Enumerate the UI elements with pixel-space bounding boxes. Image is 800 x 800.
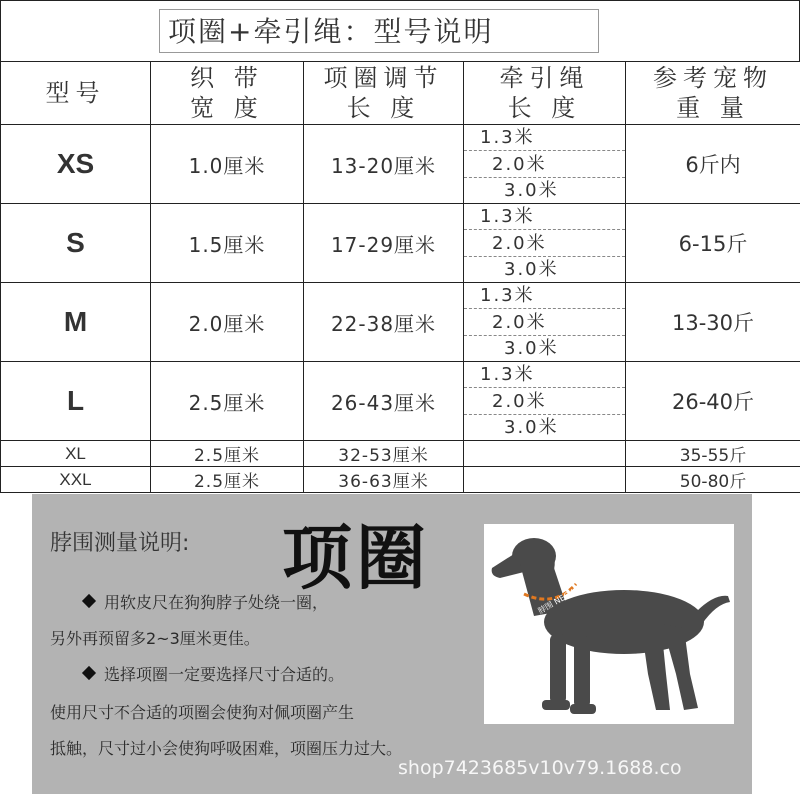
- size-cell: XL: [1, 441, 151, 467]
- header-collar-length: [304, 62, 464, 125]
- leash-length-cell: [464, 283, 626, 362]
- neck-label: 脖围 NECK: [536, 587, 577, 616]
- table-row: [1, 204, 800, 283]
- leash-option: 3.0米: [504, 338, 559, 359]
- leash-option: 2.0米: [464, 152, 625, 178]
- table-row: [1, 362, 800, 441]
- leash-option: 1.3米: [464, 362, 625, 388]
- collar-length-cell: 32-53厘米: [304, 441, 464, 467]
- table-row: [1, 441, 800, 467]
- size-cell: L: [1, 362, 151, 441]
- header-text: 参考宠物: [653, 64, 773, 92]
- instruction-line: 抵触，尺寸过小会使狗呼吸困难，项圈压力过大。: [50, 739, 403, 758]
- header-model: [1, 62, 151, 125]
- size-cell: XS: [1, 125, 151, 204]
- measurement-panel: [32, 494, 752, 794]
- collar-length-cell: 17-29厘米: [304, 204, 464, 283]
- header-pet-weight: [626, 62, 800, 125]
- leash-length-cell: [464, 467, 626, 493]
- header-text: 长 度: [346, 94, 421, 122]
- pet-weight-cell: 26-40斤: [626, 362, 800, 441]
- table-header-row: [1, 62, 800, 125]
- leash-option: 2.0米: [464, 231, 625, 257]
- pet-weight-cell: 50-80斤: [626, 467, 800, 493]
- page-title: 项圈+牵引绳：型号说明: [159, 9, 599, 53]
- leash-option: 3.0米: [504, 259, 559, 280]
- leash-length-cell: [464, 204, 626, 283]
- header-strap-width: [151, 62, 304, 125]
- leash-option: 2.0米: [464, 310, 625, 336]
- collar-big-title: 项圈: [282, 517, 430, 599]
- dog-silhouette-icon: [484, 524, 734, 724]
- diamond-bullet-icon: [82, 666, 96, 680]
- strap-width-cell: 2.5厘米: [151, 441, 304, 467]
- size-cell: M: [1, 283, 151, 362]
- strap-width-cell: 1.0厘米: [151, 125, 304, 204]
- diamond-bullet-icon: [82, 594, 96, 608]
- leash-length-cell: [464, 441, 626, 467]
- leash-option: 1.3米: [464, 204, 625, 230]
- table-row: [1, 467, 800, 493]
- pet-weight-cell: 13-30斤: [626, 283, 800, 362]
- size-cell: S: [1, 204, 151, 283]
- panel-heading: 脖围测量说明:: [50, 531, 190, 556]
- collar-length-cell: 22-38厘米: [304, 283, 464, 362]
- header-text: 型号: [45, 79, 106, 107]
- strap-width-cell: 2.0厘米: [151, 283, 304, 362]
- header-text: 项圈调节: [323, 64, 444, 92]
- header-text: 长 度: [507, 94, 582, 122]
- strap-width-cell: 1.5厘米: [151, 204, 304, 283]
- instruction-line: 另外再预留多2~3厘米更佳。: [50, 629, 260, 648]
- strap-width-cell: 2.5厘米: [151, 362, 304, 441]
- leash-option: 1.3米: [464, 125, 625, 151]
- collar-length-cell: 26-43厘米: [304, 362, 464, 441]
- header-text: 织 带: [190, 64, 264, 92]
- pet-weight-cell: 35-55斤: [626, 441, 800, 467]
- instruction-line: 使用尺寸不合适的项圈会使狗对佩项圈产生: [50, 703, 355, 722]
- table-row: [1, 125, 800, 204]
- header-text: 重 量: [676, 94, 750, 122]
- strap-width-cell: 2.5厘米: [151, 467, 304, 493]
- dog-photo: [484, 524, 734, 724]
- collar-length-cell: 36-63厘米: [304, 467, 464, 493]
- leash-option: 2.0米: [464, 389, 625, 415]
- header-text: 牵引绳: [499, 64, 590, 92]
- title-bar: [0, 0, 800, 62]
- header-leash-length: [464, 62, 626, 125]
- instruction-line: 用软皮尺在狗狗脖子处绕一圈，: [84, 590, 328, 613]
- leash-option: 1.3米: [464, 283, 625, 309]
- leash-option: 3.0米: [504, 180, 559, 201]
- leash-length-cell: [464, 362, 626, 441]
- size-table: [0, 61, 800, 493]
- collar-length-cell: 13-20厘米: [304, 125, 464, 204]
- shop-watermark: shop7423685v10v79.1688.co: [398, 757, 682, 779]
- leash-option: 3.0米: [504, 417, 559, 438]
- pet-weight-cell: 6斤内: [626, 125, 800, 204]
- header-text: 宽 度: [190, 94, 264, 122]
- instruction-line: 选择项圈一定要选择尺寸合适的。: [84, 662, 344, 685]
- table-row: [1, 283, 800, 362]
- size-cell: XXL: [1, 467, 151, 493]
- pet-weight-cell: 6-15斤: [626, 204, 800, 283]
- leash-length-cell: [464, 125, 626, 204]
